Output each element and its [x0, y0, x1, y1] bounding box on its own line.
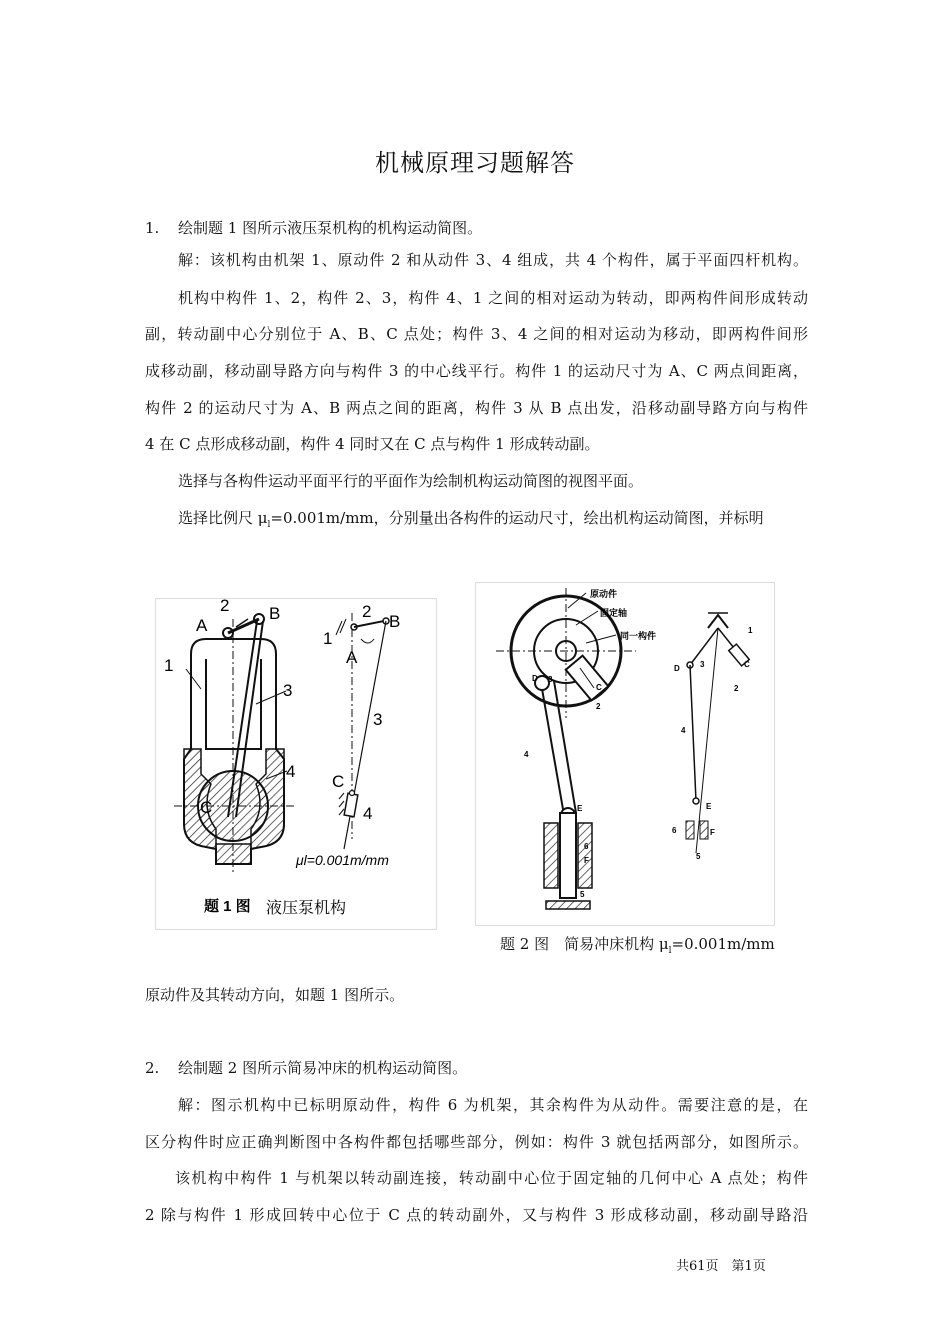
q1-number: 1.	[145, 219, 160, 237]
fig1-sketch-label-1: 1	[323, 629, 333, 648]
fig2-sketch-label-4: 4	[681, 726, 686, 735]
fig2-label-5: 5	[580, 890, 585, 899]
fig2-sketch-label-3: 3	[700, 660, 705, 669]
fig2-sketch-label-5: 5	[696, 852, 701, 861]
fig1-scale-label: μl=0.001m/mm	[296, 852, 389, 868]
q2-paragraph-2-line-2: 2 除与构件 1 形成回转中心位于 C 点的转动副外，又与构件 3 形成移动副，移动副导路沿	[145, 1206, 808, 1224]
q1-scale-subscript: l	[267, 520, 271, 530]
fig1-sketch-label-4: 4	[363, 804, 373, 823]
fig1-sketch-label-c: C	[332, 772, 345, 791]
q2-paragraph-1-line-1: 解：图示机构中已标明原动件，构件 6 为机架，其余构件为从动件。需要注意的是，在	[178, 1096, 808, 1114]
q1-scale-rest: =0.001m/mm，分别量出各构件的运动尺寸，绘出机构运动简图，并标明	[270, 509, 764, 527]
fig1-sketch-label-2: 2	[362, 602, 372, 621]
fig2-caption-scale: =0.001m/mm	[671, 935, 775, 953]
q1-paragraph-1: 解：该机构由机架 1、原动件 2 和从动件 3、4 组成，共 4 个构件，属于平面四杆机构。	[178, 251, 808, 269]
q1-paragraph-5: 原动件及其转动方向，如题 1 图所示。	[145, 986, 405, 1004]
q1-paragraph-2-line-4: 构件 2 的运动尺寸为 A、B 两点之间的距离，构件 3 从 B 点出发，沿移动副导路方向与构件	[145, 399, 808, 417]
fig2-sketch-label-6: 6	[672, 826, 677, 835]
q1-scale-prefix: 选择比例尺 μ	[178, 509, 268, 527]
q1-paragraph-4	[178, 508, 808, 535]
fig2-sketch-label-2: 2	[734, 684, 739, 693]
fig2-label-shaft: 固定轴	[600, 608, 628, 618]
figure-2	[475, 582, 775, 926]
fig2-label-4: 4	[524, 750, 529, 759]
page-footer: 共61页 第1页	[676, 1259, 766, 1274]
fig2-label-f: F	[584, 856, 589, 865]
document-title: 机械原理习题解答	[375, 149, 575, 177]
q2-number: 2.	[145, 1059, 160, 1077]
fig1-sketch-label-3: 3	[373, 710, 383, 729]
figure-2-caption	[500, 933, 775, 956]
fig2-label-c: C	[596, 683, 602, 692]
fig2-label-e: E	[577, 804, 583, 813]
fig1-label-4: 4	[286, 762, 296, 781]
fig1-label-b: B	[269, 604, 281, 623]
fig2-caption-text: 题 2 图 简易冲床机构 μ	[500, 935, 669, 953]
fig2-sketch-label-d: D	[674, 664, 680, 673]
fig2-sketch-label-e: E	[706, 802, 712, 811]
q1-paragraph-2-line-2: 副，转动副中心分别位于 A、B、C 点处；构件 3、4 之间的相对运动为移动，即两构件间形	[145, 325, 808, 343]
q1-paragraph-2-line-1: 机构中构件 1、2，构件 2、3，构件 4、1 之间的相对运动为转动，即两构件间形成转动	[178, 289, 808, 307]
fig2-label-same: 同一构件	[620, 631, 657, 641]
fig2-sketch-label-1: 1	[748, 626, 753, 635]
q2-paragraph-1-line-2: 区分构件时应正确判断图中各构件都包括哪些部分，例如：构件 3 就包括两部分，如图所示。	[145, 1133, 808, 1151]
fig1-label-c: C	[200, 798, 213, 817]
fig2-label-6: 6	[584, 842, 589, 851]
fig2-caption-subscript: l	[668, 946, 672, 956]
figure-1-drawing	[156, 599, 436, 929]
fig1-label-a: A	[196, 616, 208, 635]
fig1-caption-number: 题 1 图	[204, 898, 251, 915]
fig1-label-2: 2	[220, 599, 230, 615]
figure-2-drawing	[476, 583, 774, 925]
fig2-label-2: 2	[596, 702, 601, 711]
fig1-caption-name: 液压泵机构	[266, 900, 347, 917]
fig1-sketch-label-b: B	[389, 612, 401, 631]
q1-paragraph-3: 选择与各构件运动平面平行的平面作为绘制机构运动简图的视图平面。	[178, 472, 644, 490]
q2-paragraph-2-line-1: 该机构中构件 1 与机架以转动副连接，转动副中心位于固定轴的几何中心 A 点处；构件	[175, 1169, 808, 1187]
fig2-sketch-label-c: C	[744, 660, 750, 669]
q1-paragraph-2-line-3: 成移动副，移动副导路方向与构件 3 的中心线平行。构件 1 的运动尺寸为 A、C 两点间距离，	[145, 362, 808, 380]
q2-question: 绘制题 2 图所示简易冲床的机构运动简图。	[178, 1059, 468, 1077]
figure-1	[155, 598, 437, 930]
fig1-label-1: 1	[164, 656, 174, 675]
q1-question: 绘制题 1 图所示液压泵机构的机构运动简图。	[178, 219, 483, 237]
fig2-label-d: D	[532, 674, 538, 683]
fig1-sketch-label-a: A	[346, 648, 358, 667]
fig2-label-driver: 原动件	[590, 589, 618, 599]
fig2-sketch-label-f: F	[710, 828, 715, 837]
fig2-label-3: 3	[548, 675, 553, 684]
q1-paragraph-2-line-5: 4 在 C 点形成移动副，构件 4 同时又在 C 点与构件 1 形成转动副。	[145, 435, 600, 453]
fig1-label-3: 3	[283, 681, 293, 700]
